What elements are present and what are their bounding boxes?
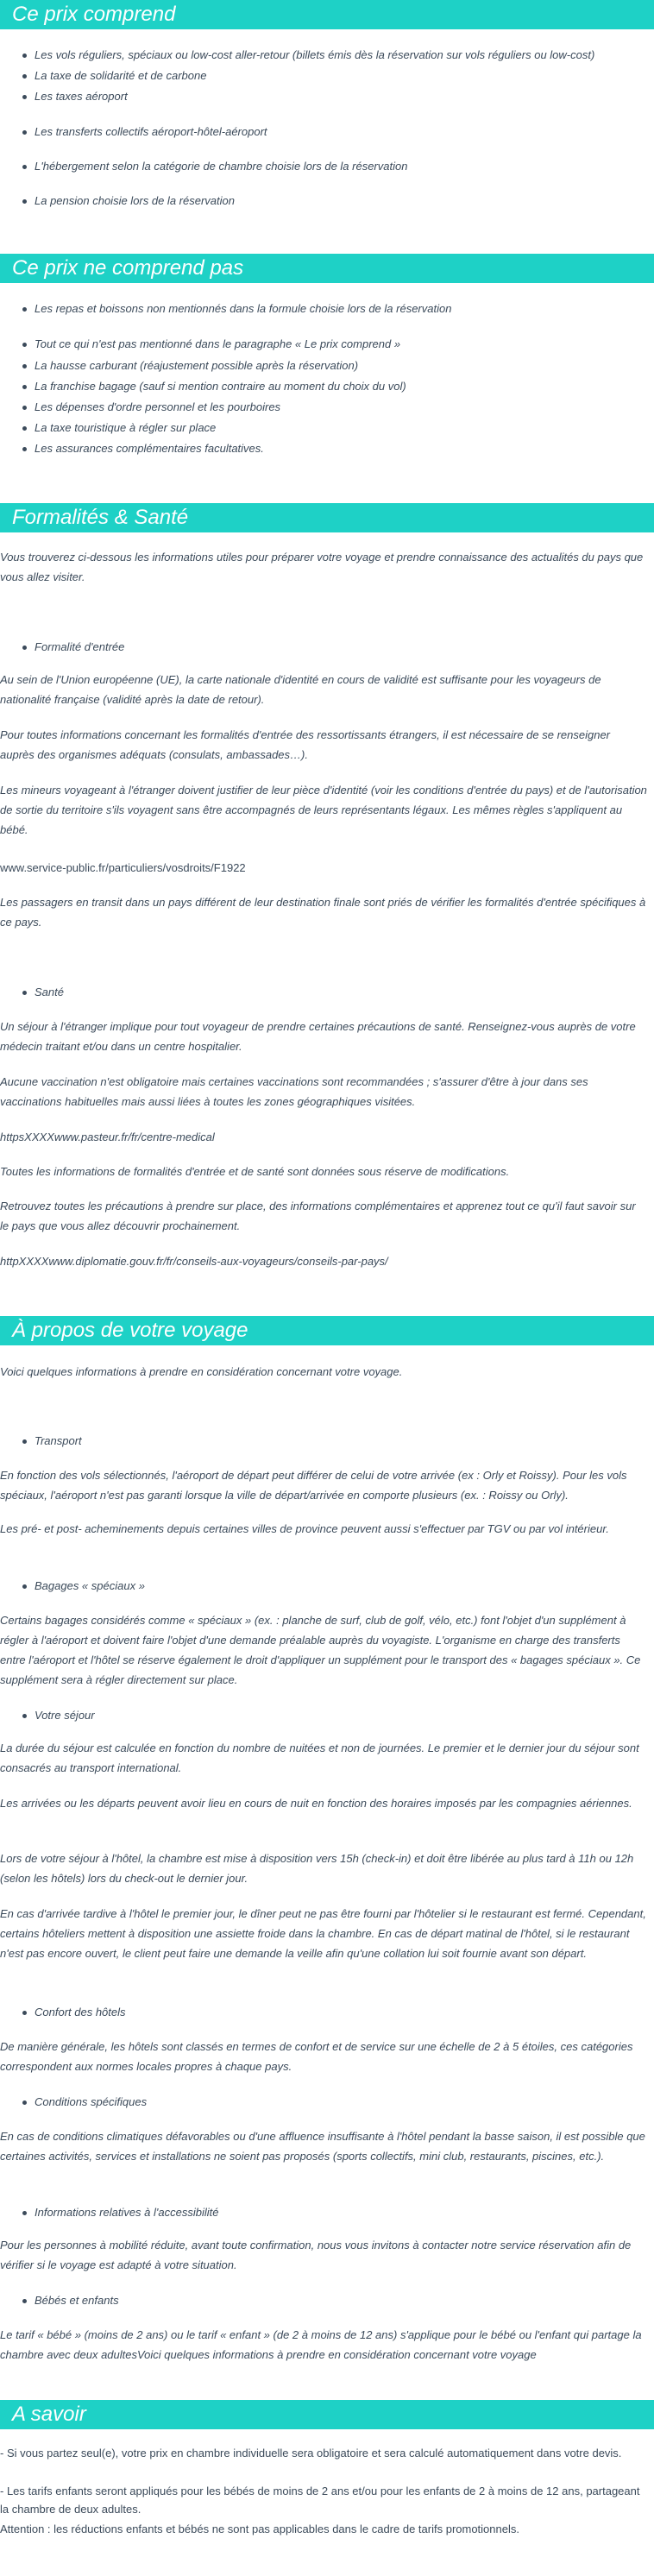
subsection-label: Formalité d'entrée [22, 639, 654, 656]
paragraph: - Les tarifs enfants seront appliqués pour les bébés de moins de 2 ans et/ou pour les enfants de 2 à moins de 12 ans, partageant la chambre de deux adultes. [0, 2485, 640, 2516]
paragraph: Les passagers en transit dans un pays différent de leur destination finale sont priés de vérifier les formalités d'entrée spécifiques à ce pays. [0, 896, 646, 929]
paragraph: Attention : les réductions enfants et bébés ne sont pas applicables dans le cadre de tarifs promotionnels. [0, 2522, 519, 2535]
subsection-label: Conditions spécifiques [22, 2094, 654, 2111]
paragraph: De manière générale, les hôtels sont classés en termes de confort et de service sur une échelle de 2 à 5 étoiles, ces catégories correspondent aux normes locales propres à chaque pays. [0, 2040, 633, 2073]
link-diplomatie[interactable]: httpXXXXwww.diplomatie.gouv.fr/fr/conseils-aux-voyageurs/conseils-par-pays/ [0, 1255, 388, 1268]
link-pasteur[interactable]: httpsXXXXwww.pasteur.fr/fr/centre-medical [0, 1131, 215, 1143]
list-item: Les assurances complémentaires facultatives. [22, 440, 654, 457]
subsection-label: Bagages « spéciaux » [22, 1578, 654, 1595]
paragraph: Pour toutes informations concernant les formalités d'entrée des ressortissants étrangers, il est nécessaire de se renseigner auprès des organismes adéquats (consulats, ambassades…). [0, 728, 611, 761]
list-item: La hausse carburant (réajustement possible après la réservation) [22, 357, 654, 375]
list-item: La franchise bagage (sauf si mention contraire au moment du choix du vol) [22, 378, 654, 395]
list-item: Les repas et boissons non mentionnés dans la formule choisie lors de la réservation [22, 300, 654, 318]
section-title: Ce prix comprend [12, 3, 176, 26]
list-item: La pension choisie lors de la réservation [22, 192, 654, 210]
section-header-formalites [0, 503, 654, 532]
section-header-non-inclus [0, 254, 654, 283]
paragraph: La durée du séjour est calculée en fonction du nombre de nuitées et non de journées. Le premier et le dernier jour du séjour sont consacrés au transport international. [0, 1741, 639, 1774]
paragraph: Le tarif « bébé » (moins de 2 ans) ou le tarif « enfant » (de 2 à moins de 12 ans) s'applique pour le bébé ou l'enfant qui partage la chambre avec deux adultesVoici quelques informations à prendre en considération concernant votre voyage [0, 2328, 642, 2361]
section-header-inclus [0, 0, 654, 29]
intro-text: Voici quelques informations à prendre en considération concernant votre voyage. [0, 1365, 403, 1378]
paragraph: Les mineurs voyageant à l'étranger doivent justifier de leur pièce d'identité (voir les conditions d'entrée du pays) et de l'autorisation de sortie du territoire s'ils voyagent sans être accompagnés de leurs représentants légaux. Les mêmes règles s'appliquent au bébé. [0, 784, 647, 836]
subsection-label: Confort des hôtels [22, 2004, 654, 2021]
paragraph: - Si vous partez seul(e), votre prix en chambre individuelle sera obligatoire et sera calculé automatiquement dans votre devis. [0, 2447, 622, 2459]
paragraph: Aucune vaccination n'est obligatoire mais certaines vaccinations sont recommandées ; s'assurer d'être à jour dans ses vaccinations habituelles mais aussi liées à toutes les zones géographiques visitées. [0, 1075, 588, 1108]
section-title: A savoir [12, 2403, 86, 2426]
paragraph: Retrouvez toutes les précautions à prendre sur place, des informations complémentaires et apprenez tout ce qu'il faut savoir sur le pays que vous allez découvrir prochainement. [0, 1200, 636, 1232]
list-item: Les taxes aéroport [22, 88, 654, 105]
list-item: Les dépenses d'ordre personnel et les pourboires [22, 399, 654, 416]
paragraph: Un séjour à l'étranger implique pour tout voyageur de prendre certaines précautions de santé. Renseignez-vous auprès de votre médecin traitant et/ou dans un centre hospitalier. [0, 1020, 636, 1053]
list-item: Les vols réguliers, spéciaux ou low-cost aller-retour (billets émis dès la réservation sur vols réguliers ou low-cost) [22, 47, 654, 64]
paragraph: Les arrivées ou les départs peuvent avoir lieu en cours de nuit en fonction des horaires imposés par les compagnies aériennes. [0, 1797, 632, 1810]
list-item: Les transferts collectifs aéroport-hôtel-aéroport [22, 123, 654, 141]
paragraph: Les pré- et post- acheminements depuis certaines villes de province peuvent aussi s'effectuer par TGV ou par vol intérieur. [0, 1522, 609, 1535]
subsection-label: Bébés et enfants [22, 2292, 654, 2309]
paragraph: Lors de votre séjour à l'hôtel, la chambre est mise à disposition vers 15h (check-in) et doit être libérée au plus tard à 11h ou 12h (selon les hôtels) lors du check-out le dernier jour. [0, 1852, 634, 1885]
section-header-apropos [0, 1316, 654, 1345]
list-item: Tout ce qui n'est pas mentionné dans le paragraphe « Le prix comprend » [22, 336, 654, 353]
subsection-label: Votre séjour [22, 1707, 654, 1724]
paragraph: Au sein de l'Union européenne (UE), la carte nationale d'identité en cours de validité est suffisante pour les voyageurs de nationalité française (validité après la date de retour). [0, 673, 601, 706]
section-title: À propos de votre voyage [12, 1319, 248, 1342]
intro-text: Vous trouverez ci-dessous les informations utiles pour préparer votre voyage et prendre connaissance des actualités du pays que vous allez visiter. [0, 551, 644, 583]
section-title: Ce prix ne comprend pas [12, 256, 244, 280]
paragraph: Pour les personnes à mobilité réduite, avant toute confirmation, nous vous invitons à contacter notre service réservation afin de vérifier si le voyage est adapté à votre situation. [0, 2239, 632, 2271]
section-title: Formalités & Santé [12, 506, 189, 529]
paragraph: En cas d'arrivée tardive à l'hôtel le premier jour, le dîner peut ne pas être fourni par l'hôtelier si le restaurant est fermé. Cependant, certains hôteliers mettent à disposition une assiette froide dans la chambre. En cas de départ matinal de l'hôtel, si le restaurant n'est pas encore ouvert, le client peut faire une demande la veille afin qu'une collation lui soit fournie avant son départ. [0, 1907, 646, 1960]
list-item: La taxe de solidarité et de carbone [22, 67, 654, 85]
link-service-public[interactable]: www.service-public.fr/particuliers/vosdroits/F1922 [0, 861, 246, 874]
subsection-label: Transport [22, 1433, 654, 1450]
paragraph: Toutes les informations de formalités d'entrée et de santé sont données sous réserve de modifications. [0, 1165, 510, 1178]
subsection-label: Santé [22, 984, 654, 1001]
subsection-label: Informations relatives à l'accessibilité [22, 2204, 654, 2221]
paragraph: En cas de conditions climatiques défavorables ou d'une affluence insuffisante à l'hôtel pendant la basse saison, il est possible que certaines activités, services et installations ne soient pas proposés (sports collectifs, mini club, restaurants, piscines, etc.). [0, 2130, 645, 2163]
paragraph: Certains bagages considérés comme « spéciaux » (ex. : planche de surf, club de golf, vélo, etc.) font l'objet d'un supplément à régler à l'aéroport et doivent faire l'objet d'une demande préalable auprès du voyagiste. L'organisme en charge des transferts entre l'aéroport et l'hôtel se réserve également le droit d'appliquer un supplément pour le transport des « bagages spéciaux ». Ce supplément sera à régler directement sur place. [0, 1614, 641, 1686]
list-item: La taxe touristique à régler sur place [22, 419, 654, 437]
paragraph: En fonction des vols sélectionnés, l'aéroport de départ peut différer de celui de votre arrivée (ex : Orly et Roissy). Pour les vols spéciaux, l'aéroport n'est pas garanti lorsque la ville de départ/arrivée en comporte plusieurs (ex. : Roissy ou Orly). [0, 1469, 627, 1502]
section-header-asavoir [0, 2400, 654, 2429]
list-item: L'hébergement selon la catégorie de chambre choisie lors de la réservation [22, 158, 654, 175]
